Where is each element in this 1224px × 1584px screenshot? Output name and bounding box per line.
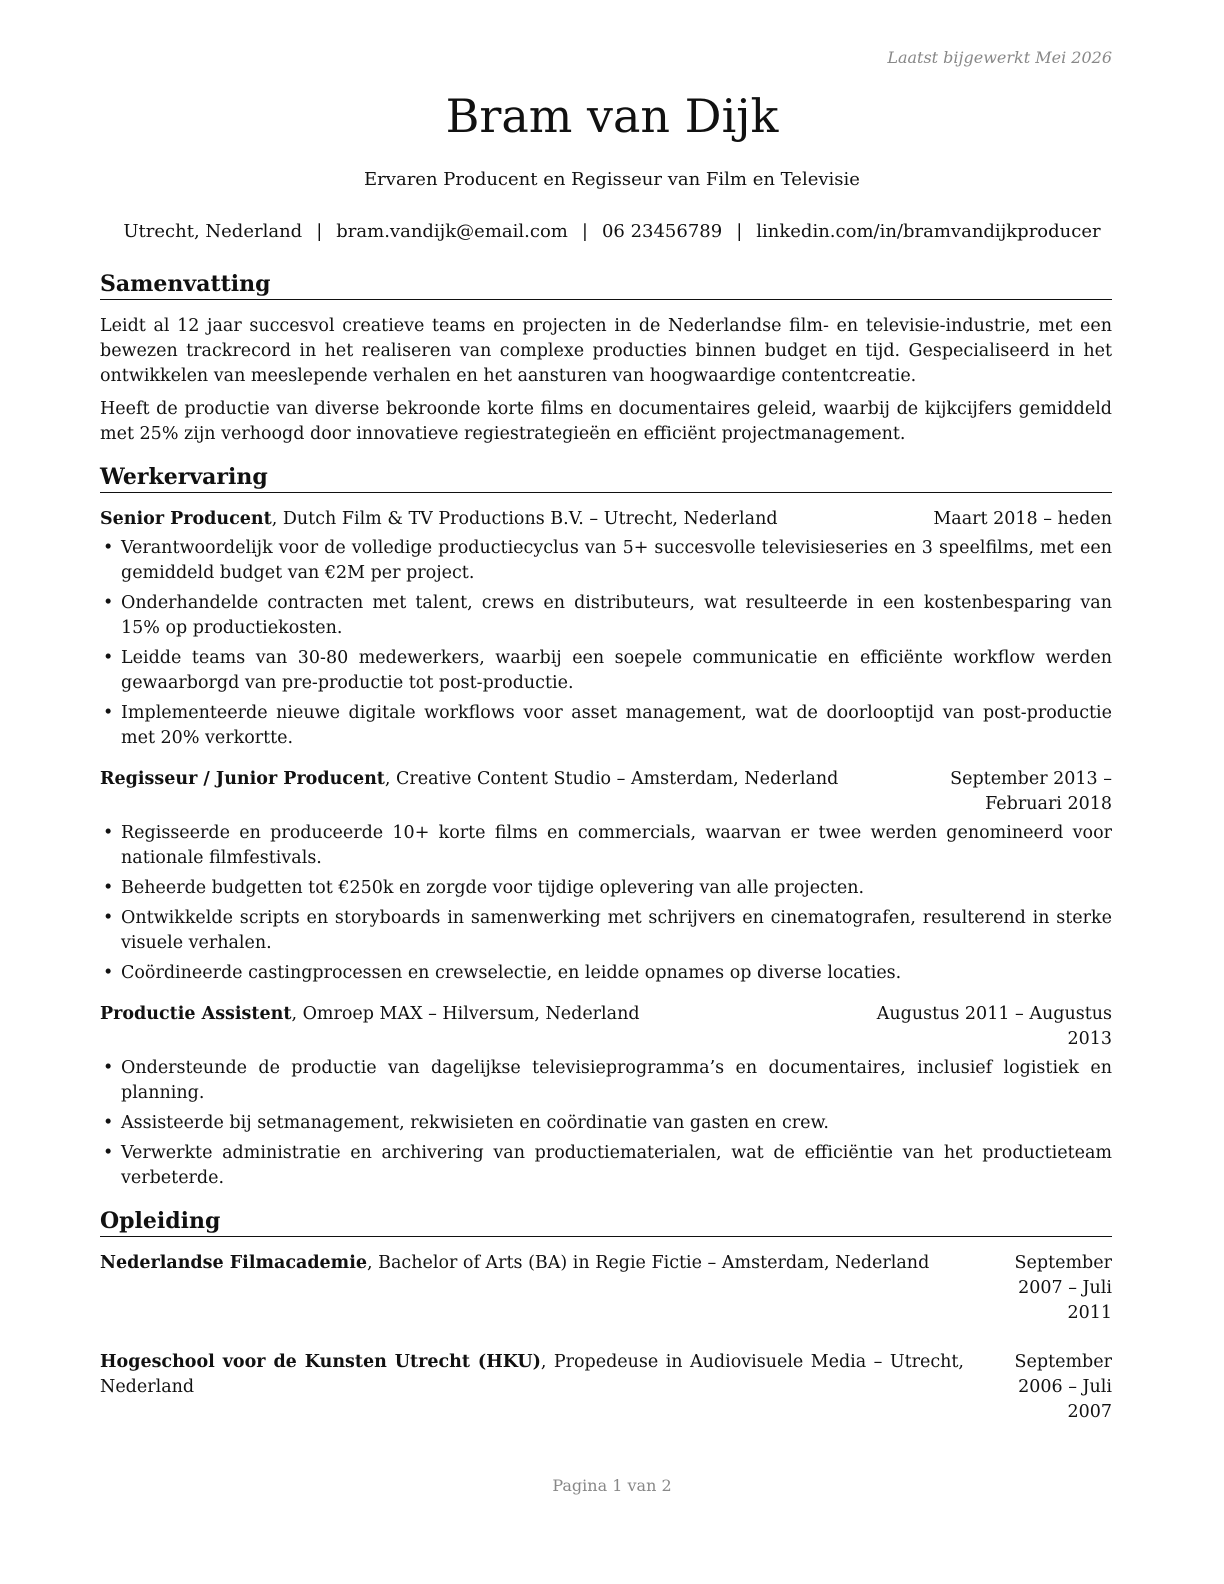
contact-location: Utrecht, Nederland bbox=[123, 221, 303, 242]
education-school: Nederlandse Filmacademie bbox=[100, 1253, 367, 1273]
bullet-text: Ondersteunde de productie van dagelijkse televisieprogramma’s en documentaires, inclusief logistiek en planning. bbox=[121, 1058, 1112, 1103]
list-item bbox=[100, 701, 1112, 751]
bullet-icon: • bbox=[103, 878, 114, 898]
job-bullets bbox=[100, 821, 1112, 986]
section-title-education: Opleiding bbox=[100, 1207, 1112, 1237]
education-detail: , Propedeuse in Audiovisuele Media – Utrecht, Nederland bbox=[100, 1352, 964, 1397]
list-item bbox=[100, 876, 1112, 901]
bullet-icon: • bbox=[103, 703, 114, 723]
contact-linkedin[interactable]: linkedin.com/in/bramvandijkproducer bbox=[756, 221, 1101, 242]
list-item bbox=[100, 906, 1112, 956]
job-title-line bbox=[100, 767, 852, 817]
bullet-icon: • bbox=[103, 648, 114, 668]
job-entry bbox=[100, 1002, 1112, 1191]
last-updated: Laatst bijgewerkt Mei 2026 bbox=[887, 48, 1112, 67]
bullet-text: Coördineerde castingprocessen en crewselectie, en leidde opnames op diverse locaties. bbox=[121, 963, 902, 983]
contact-line bbox=[0, 219, 1224, 244]
bullet-text: Leidde teams van 30-80 medewerkers, waarbij een soepele communicatie en efficiënte workflow werden gewaarborgd van pre-productie tot post-productie. bbox=[121, 648, 1112, 693]
bullet-icon: • bbox=[103, 1058, 114, 1078]
bullet-text: Verwerkte administratie en archivering van productiematerialen, wat de efficiëntie van het productieteam verbeterde. bbox=[121, 1143, 1112, 1188]
education-detail: , Bachelor of Arts (BA) in Regie Fictie – Amsterdam, Nederland bbox=[367, 1253, 930, 1273]
bullet-text: Regisseerde en produceerde 10+ korte films en commercials, waarvan er twee werden genomineerd voor nationale filmfestivals. bbox=[121, 823, 1112, 868]
bullet-icon: • bbox=[103, 908, 114, 928]
bullet-icon: • bbox=[103, 1143, 114, 1163]
list-item bbox=[100, 821, 1112, 871]
job-entry bbox=[100, 767, 1112, 986]
summary-paragraph: Leidt al 12 jaar succesvol creatieve teams en projecten in de Nederlandse film- en televisie-industrie, met een bewezen trackrecord in het realiseren van complexe producties binnen budget en tijd. Gespecialiseerd in het ontwikkelen van meeslepende verhalen en het aansturen van hoogwaardige contentcreatie. bbox=[100, 316, 1112, 386]
list-item bbox=[100, 646, 1112, 696]
job-dates: Augustus 2011 – Augustus 2013 bbox=[876, 1004, 1112, 1049]
bullet-icon: • bbox=[103, 1113, 114, 1133]
education-entry bbox=[100, 1251, 1112, 1326]
job-title-line bbox=[100, 1002, 852, 1052]
job-header bbox=[100, 1002, 1112, 1052]
bullet-text: Assisteerde bij setmanagement, rekwisieten en coördinatie van gasten en crew. bbox=[121, 1113, 829, 1133]
job-role: Productie Assistent bbox=[100, 1004, 292, 1024]
summary-paragraph: Heeft de productie van diverse bekroonde korte films en documentaires geleid, waarbij de kijkcijfers gemiddeld met 25% zijn verhoogd door innovatieve regiestrategieën en efficiënt projectmanagement. bbox=[100, 399, 1112, 444]
resume-content bbox=[100, 270, 1112, 1449]
education-title-line bbox=[100, 1350, 964, 1425]
education-section bbox=[100, 1207, 1112, 1425]
job-role: Regisseur / Junior Producent bbox=[100, 769, 385, 789]
bullet-icon: • bbox=[103, 963, 114, 983]
job-role: Senior Producent bbox=[100, 509, 272, 529]
job-title-line bbox=[100, 507, 913, 532]
list-item bbox=[100, 1141, 1112, 1191]
education-title-line bbox=[100, 1251, 964, 1326]
contact-phone: 06 23456789 bbox=[601, 221, 723, 242]
education-dates: September 2007 – Juli 2011 bbox=[1014, 1253, 1112, 1323]
education-school: Hogeschool voor de Kunsten Utrecht (HKU) bbox=[100, 1352, 541, 1372]
candidate-name: Bram van Dijk bbox=[445, 89, 779, 143]
bullet-text: Ontwikkelde scripts en storyboards in samenwerking met schrijvers en cinematografen, resulterend in sterke visuele verhalen. bbox=[121, 908, 1112, 953]
list-item bbox=[100, 536, 1112, 586]
list-item bbox=[100, 591, 1112, 641]
job-header bbox=[100, 767, 1112, 817]
bullet-text: Implementeerde nieuwe digitale workflows voor asset management, wat de doorlooptijd van post-productie met 20% verkortte. bbox=[121, 703, 1112, 748]
job-bullets bbox=[100, 1056, 1112, 1191]
job-dates: September 2013 – Februari 2018 bbox=[950, 769, 1112, 814]
job-organization: , Creative Content Studio – Amsterdam, Nederland bbox=[384, 769, 839, 789]
section-title-experience: Werkervaring bbox=[100, 463, 1112, 493]
contact-email[interactable]: bram.vandijk@email.com bbox=[336, 221, 568, 242]
experience-section bbox=[100, 463, 1112, 1191]
contact-separator: | bbox=[316, 221, 323, 242]
job-organization: , Dutch Film & TV Productions B.V. – Utrecht, Nederland bbox=[271, 509, 778, 529]
bullet-text: Verantwoordelijk voor de volledige productiecyclus van 5+ succesvolle televisieseries en 3 speelfilms, met een gemiddeld budget van €2M per project. bbox=[121, 538, 1112, 583]
list-item bbox=[100, 1056, 1112, 1106]
job-entry bbox=[100, 507, 1112, 751]
education-entry bbox=[100, 1350, 1112, 1425]
list-item bbox=[100, 1111, 1112, 1136]
bullet-icon: • bbox=[103, 823, 114, 843]
contact-separator: | bbox=[581, 221, 588, 242]
candidate-subtitle: Ervaren Producent en Regisseur van Film en Televisie bbox=[364, 169, 860, 190]
list-item bbox=[100, 961, 1112, 986]
contact-separator: | bbox=[736, 221, 743, 242]
section-title-summary: Samenvatting bbox=[100, 270, 1112, 300]
bullet-icon: • bbox=[103, 538, 114, 558]
summary-section bbox=[100, 270, 1112, 447]
job-organization: , Omroep MAX – Hilversum, Nederland bbox=[291, 1004, 640, 1024]
page-number: Pagina 1 van 2 bbox=[552, 1476, 672, 1495]
bullet-icon: • bbox=[103, 593, 114, 613]
bullet-text: Onderhandelde contracten met talent, crews en distributeurs, wat resulteerde in een kostenbesparing van 15% op productiekosten. bbox=[121, 593, 1112, 638]
bullet-text: Beheerde budgetten tot €250k en zorgde voor tijdige oplevering van alle projecten. bbox=[121, 878, 865, 898]
job-dates: Maart 2018 – heden bbox=[933, 509, 1112, 529]
education-dates: September 2006 – Juli 2007 bbox=[1014, 1352, 1112, 1422]
job-header bbox=[100, 507, 1112, 532]
job-bullets bbox=[100, 536, 1112, 751]
